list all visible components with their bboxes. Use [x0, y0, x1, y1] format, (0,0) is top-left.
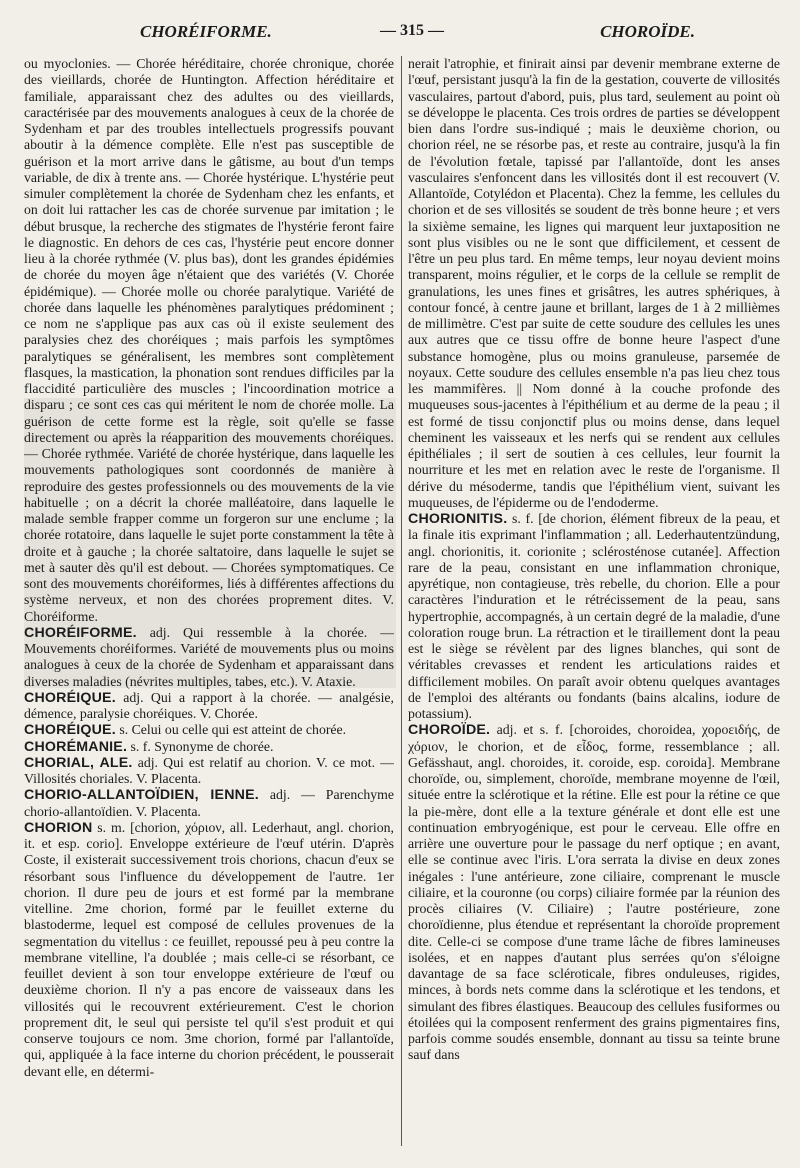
dictionary-entry	[24, 787, 394, 820]
entry-headword: CHORIAL, ALE.	[24, 754, 133, 771]
entry-body: adj. Qui est relatif au chorion. V. ce mot. — Villosités choriales. V. Placenta.	[24, 754, 394, 786]
dictionary-entry	[408, 511, 780, 722]
entry-body: adj. Qui ressemble à la chorée. — Mouvements choréiformes. Variété de mouvements plus ou moins analogues à ceux de la chorée de Sydenham et apparaissant dans diverses maladies (névrites multiples, tabes, etc.). V. Ataxie.	[24, 624, 394, 689]
entry-body: s. f. [de chorion, élément fibreux de la peau, et la finale itis exprimant l'inflammation ; all. Lederhautentzündung, angl. chorionitis, it. corionite ; sclérosténose cutanée]. Affection rare de la peau, consistant en une inflammation chronique, apyrétique, non contagieuse, très rebelle, du chorion. Elle a pour caractères l'induration et le rétrécissement de la peau, sans hypertrophie, accompagnés, à un certain degré de la maladie, d'une coloration rouge brun. La rétraction et le tiraillement dont la peau est le siège se révèlent par des lignes blanches, qui sont de véritables crevasses et rendent les articulations raides et difficilement mobiles. On paraît avoir obtenu quelques avantages de l'emploi des altérants ou fondants (bains alcalins, iodure de potassium).	[408, 511, 780, 721]
entry-headword: CHORÉIFORME.	[24, 624, 137, 641]
entry-headword: CHORIONITIS.	[408, 511, 508, 527]
dictionary-entry	[24, 625, 394, 690]
left-column	[24, 56, 394, 1156]
entry-headword: CHORÉMANIE.	[24, 738, 128, 755]
entry-continuation	[408, 56, 780, 511]
dictionary-entry	[24, 820, 394, 1080]
dictionary-entry	[24, 739, 394, 755]
entry-headword: CHORIO-ALLANTOÏDIEN, IENNE.	[24, 787, 259, 804]
running-head	[20, 18, 780, 46]
header-right-guideword: CHOROÏDE.	[600, 22, 695, 41]
entry-body: ou myoclonies. — Chorée héréditaire, chorée chronique, chorée des vieillards, chorée de Huntington. Affection héréditaire et familiale, apparaissant chez des adultes ou des vieillards, caractérisée par des mouvements analogues à ceux de la chorée de Sydenham et par des troubles intellectuels progressifs pouvant aboutir à la démence complète. Elle n'est pas susceptible de guérison et la mort arrive dans le gâtisme, au bout d'un temps variable, de dix à trente ans. — Chorée hystérique. L'hystérie peut simuler complètement la chorée de Sydenham chez les enfants, et on doit lui rattacher les cas de chorée survenue par imitation ; le début brusque, la recherche des stigmates de l'hystérie feront faire le diagnostic. En dehors de ces cas, l'hystérie peut encore donner lieu à la chorée rythmée (V. plus bas), dont les grandes épidémies de chorée du moyen âge n'étaient que des variétés (V. Chorée épidémique). — Chorée molle ou chorée paralytique. Variété de chorée dans laquelle les phénomènes paralytiques prédominent ; ce nom ne s'applique pas aux cas où il existe seulement des paralysies chez des choréiques ; mais parfois les symptômes paralytiques se généralisent, les membres sont complètement flasques, la mastication, la phonation sont rendues difficiles par la flaccidité particulière des muscles ; l'incoordination motrice a disparu ; ce sont ces cas qui méritent le nom de chorée molle. La guérison de cette forme est la règle, soit qu'elle se fasse directement ou après la réapparition des mouvements choréiques. — Chorée rythmée. Variété de chorée hystérique, dans laquelle les mouvements pathologiques sont coordonnés de manière à reproduire des gestes professionnels ou des mouvements de la vie habituelle ; on a décrit la chorée malléatoire, dans laquelle le malade semble frapper comme un forgeron sur une enclume ; la chorée rotatoire, dans laquelle le sujet porte constamment la tête à droite et à gauche ; la chorée saltatoire, dans laquelle le sujet se met à sauter dès qu'il est debout. — Chorées symptomatiques. Ce sont des mouvements choréiformes, liés à différentes affections du système nerveux, et non des chorées proprement dites. V. Choréiforme.	[24, 56, 394, 624]
page-number: — 315 —	[380, 22, 444, 39]
dictionary-entry	[24, 722, 394, 738]
entry-continuation	[24, 56, 394, 625]
entry-headword: CHORION	[24, 819, 93, 836]
entry-body: s. f. Synonyme de chorée.	[127, 738, 274, 754]
entry-body: adj. et s. f. [choroides, choroidea, χοροειδής, de χόριον, le chorion, et de εἶδος, forme, ressemblance ; all. Gefässhaut, angl. choroides, it. coroide, esp. coroida]. Membrane choroïde, ou, simplement, choroïde, membrane moyenne de l'œil, située entre la sclérotique et la rétine. Elle est pour la rétine ce que la pie-mère, dont elle a la texture générale et dont elle est une continuation embryogénique, est pour le cerveau. Elle offre en arrière une ouverture pour le passage du nerf optique ; en avant, elle se continue avec l'iris. L'ora serrata la divise en deux zones inégales : l'une antérieure, zone ciliaire, comprenant le muscle ciliaire, et la couronne (ou corps) ciliaire formée par la réunion des procès ciliaires (V. Ciliaire) ; l'autre postérieure, zone choroïdienne, plus étendue et représentant la choroïde proprement dite. Celle-ci se compose d'une trame lâche de fibres lamineuses isolées, et en nappes d'autant plus serrées qu'on s'éloigne davantage de sa face scléroticale, fibres onduleuses, rigides, minces, à bords nets comme dans la sclérotique et les tendons, et simulant des fibres élastiques. Beaucoup des cellules fusiformes ou étoilées qui la composent renferment des grains pigmentaires fins, parfois comme soudés ensemble, donnant au tissu sa teinte brune sauf dans	[408, 722, 780, 1063]
entry-body: adj. Qui a rapport à la chorée. — analgésie, démence, paralysie choréiques. V. Chorée.	[24, 689, 394, 721]
entry-body: s. Celui ou celle qui est atteint de chorée.	[115, 722, 347, 738]
dictionary-entry	[408, 722, 780, 1063]
entry-headword: CHOROÏDE.	[408, 722, 491, 739]
right-column	[408, 56, 780, 1156]
column-rule	[401, 56, 402, 1146]
entry-body: nerait l'atrophie, et finirait ainsi par devenir membrane externe de l'œuf, persistant jusqu'à la fin de la gestation, couverte de villosités vasculaires, partout d'abord, puis, plus tard, seulement au point où se développe le placenta. Ces trois ordres de parties se développent bien dans l'ordre sus-indiqué ; mais le deuxième chorion, ou chorion réel, ne se résorbe pas, et reste au contraire, jusqu'à la fin de l'évolution fœtale, tapissé par l'allantoïde, dont les anses vasculaires s'enfoncent dans les villosités dont il est recouvert (V. Allantoïde, Cotylédon et Placenta). Chez la femme, les cellules du chorion et de ses villosités se soudent de très bonne heure ; et vers la sixième semaine, les lignes qui marquent leur juxtaposition ne sont plus visibles ou ne le sont que difficilement, et cessent de l'être un peu plus tard. En même temps, leur noyau devient moins transparent, moins régulier, et le corps de la cellule se remplit de granulations, les unes fines et grisâtres, les autres sphériques, à contour foncé, à centre jaune et brillant, larges de 1 à 2 millièmes de millimètre. C'est par suite de cette soudure des cellules les unes aux autres que ce tissu offre de bonne heure l'aspect d'une substance homogène, plus ou moins granuleuse, parsemée de noyaux. Cette soudure des cellules ensemble n'a pas lieu chez tous les mammifères. || Nom donné à la couche profonde des muqueuses sous-jacentes à l'épithélium et au derme de la peau ; il est formé de tissu conjonctif plus ou moins dense, dans lequel cheminent les vaisseaux et les nerfs qui se rendent aux cellules épithéliales ; il sert de soutien à ces cellules, leur fournit la nourriture et les met en relation avec le reste de l'organisme. Il dérive du mésoderme, tandis que l'épithélium vient, suivant les muqueuses, de l'épiderme ou de l'endoderme.	[408, 56, 780, 510]
dictionary-entry	[24, 690, 394, 723]
dictionary-entry	[24, 755, 394, 788]
entry-headword: CHORÉIQUE.	[24, 722, 116, 739]
entry-body: adj. — Parenchyme chorio-allantoïdien. V. Placenta.	[24, 787, 394, 819]
entry-body: s. m. [chorion, χόριον, all. Lederhaut, angl. chorion, it. et esp. corio]. Enveloppe extérieure de l'œuf utérin. D'après Coste, il existerait successivement trois chorions, chacun d'eux se résorbant sous l'influence du développement de l'autre. 1er chorion. Il dure peu de jours et est formé par la membrane vitelline. 2me chorion, formé par le feuillet externe du blastoderme, lequel est composé de cellules provenues de la segmentation du vitellus : ce feuillet, repoussé peu à peu contre la membrane vitelline, l'a doublée ; mais celle-ci se résorbant, ce feuillet devient à son tour enveloppe extérieure de l'œuf ou deuxième chorion. Il n'y a pas encore de vaisseaux dans les villosités qui le recouvrent extérieurement. C'est le chorion proprement dit, le seul qui persiste tel qu'il s'est produit et qui conserve toujours ce nom. 3me chorion, formé par l'allantoïde, qui, appliquée à la face interne du chorion précédent, le pousserait devant elle, en détermi-	[24, 819, 394, 1079]
header-left-guideword: CHORÉIFORME.	[140, 22, 272, 41]
entry-headword: CHORÉIQUE.	[24, 689, 116, 706]
